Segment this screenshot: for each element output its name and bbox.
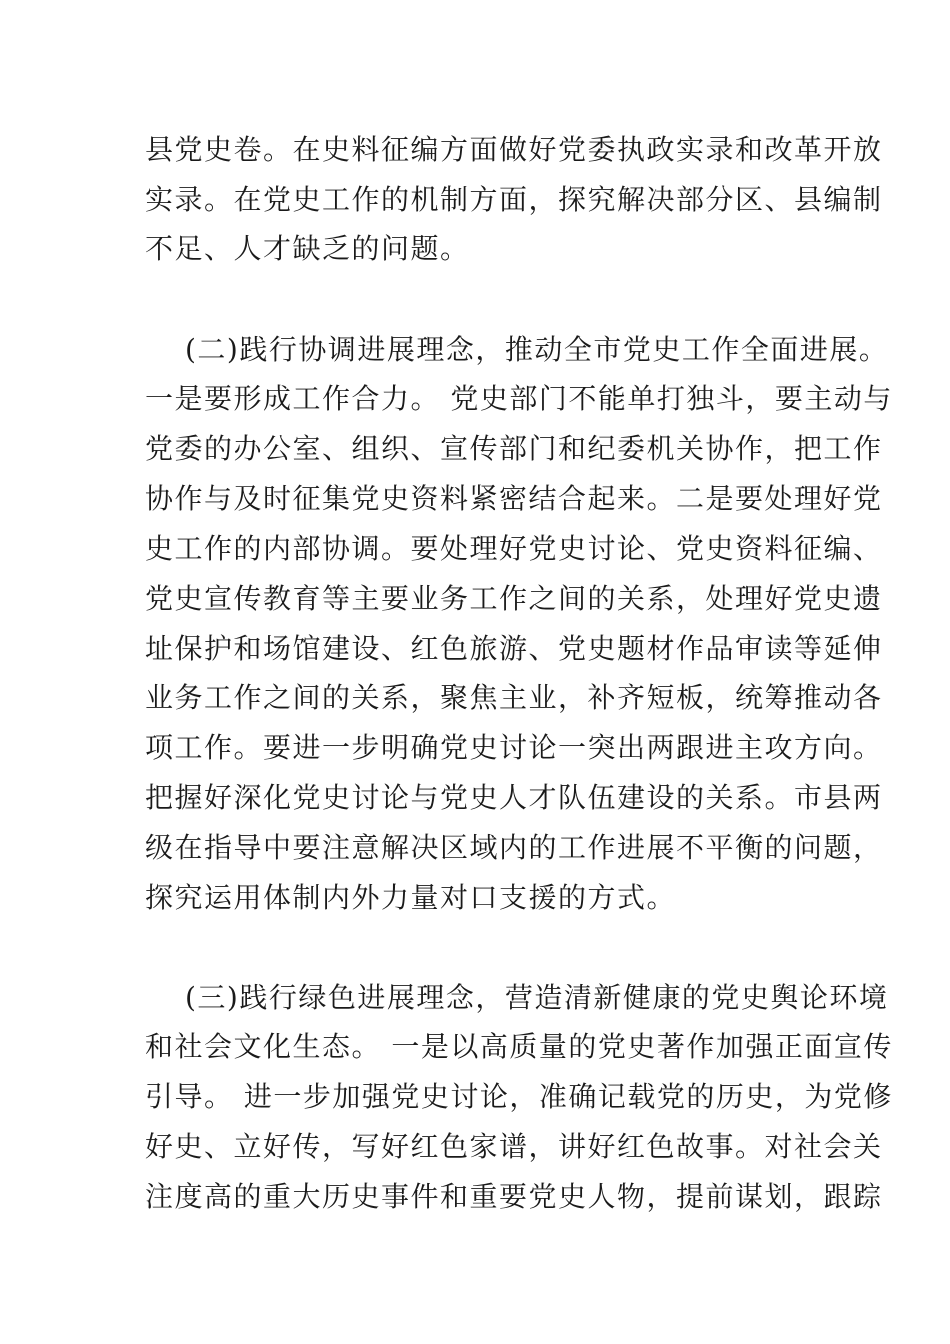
text-line: 史工作的内部协调。要处理好党史讨论、党史资料征编、 — [145, 532, 883, 565]
section-heading-line: (三)践行绿色进展理念，营造清新健康的党史舆论环境 — [185, 981, 889, 1014]
text-line: 址保护和场馆建设、红色旅游、党史题材作品审读等延伸 — [145, 632, 883, 665]
text-line: 协作与及时征集党史资料紧密结合起来。二是要处理好党 — [145, 482, 883, 515]
text-line: 和社会文化生态。 一是以高质量的党史著作加强正面宣传 — [145, 1030, 893, 1063]
text-line: 把握好深化党史讨论与党史人才队伍建设的关系。市县两 — [145, 781, 883, 814]
section-heading-line: (二)践行协调进展理念，推动全市党史工作全面进展。 — [185, 333, 889, 366]
text-line: 县党史卷。在史料征编方面做好党委执政实录和改革开放 — [145, 133, 883, 166]
text-line: 探究运用体制内外力量对口支援的方式。 — [145, 881, 677, 914]
text-line: 不足、人才缺乏的问题。 — [145, 232, 470, 265]
text-line: 党史宣传教育等主要业务工作之间的关系，处理好党史遗 — [145, 582, 883, 615]
text-line: 引导。 进一步加强党史讨论，准确记载党的历史，为党修 — [145, 1080, 893, 1113]
text-line: 级在指导中要注意解决区域内的工作进展不平衡的问题， — [145, 831, 883, 864]
text-line: 项工作。要进一步明确党史讨论一突出两跟进主攻方向。 — [145, 731, 883, 764]
text-line: 好史、立好传，写好红色家谱，讲好红色故事。对社会关 — [145, 1130, 883, 1163]
text-line: 党委的办公室、组织、宣传部门和纪委机关协作，把工作 — [145, 432, 883, 465]
text-line: 注度高的重大历史事件和重要党史人物，提前谋划，跟踪 — [145, 1180, 883, 1213]
text-line: 实录。在党史工作的机制方面，探究解决部分区、县编制 — [145, 183, 883, 216]
text-line: 一是要形成工作合力。 党史部门不能单打独斗，要主动与 — [145, 382, 893, 415]
text-line: 业务工作之间的关系，聚焦主业，补齐短板，统筹推动各 — [145, 681, 883, 714]
